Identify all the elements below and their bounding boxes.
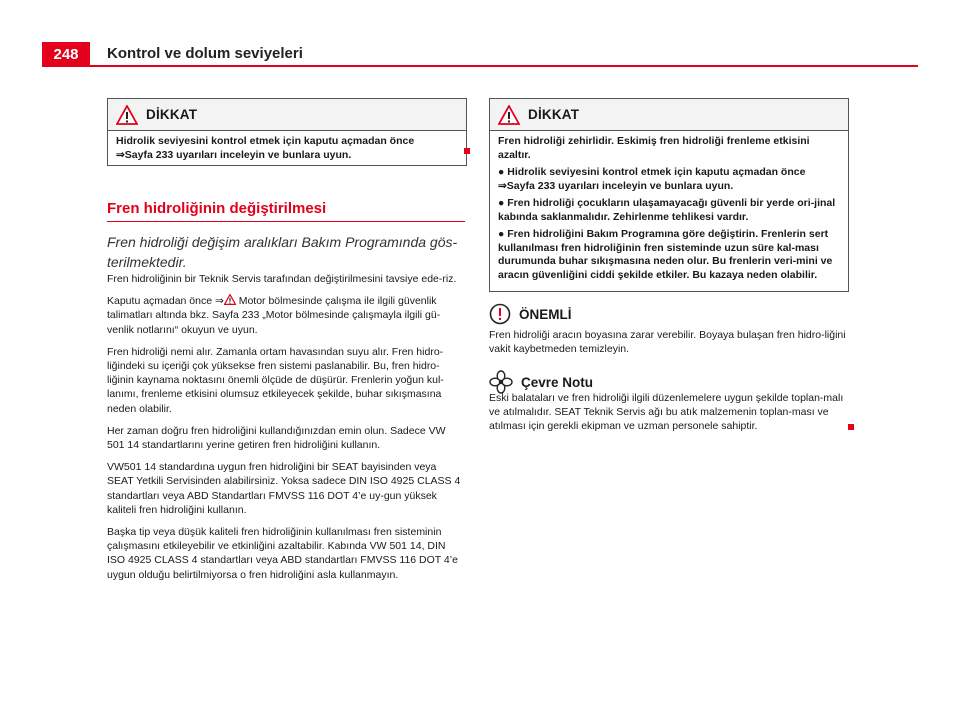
warning-box-left-body bbox=[108, 131, 466, 168]
important-heading bbox=[489, 303, 572, 325]
warning-title: DİKKAT bbox=[528, 107, 580, 122]
paragraph-part: Motor bölmesinde çalışma ile ilgili güvenlik talimatları altında bkz. Sayfa 233 „Motor bölmesinde çalışmayla ilgili gü-venlik notlarını“ okuyun ve uyun. bbox=[107, 295, 441, 336]
warning-triangle-icon bbox=[116, 105, 138, 125]
warning-title: DİKKAT bbox=[146, 107, 198, 122]
warning-text-line: Hidrolik seviyesini kontrol etmek için kaputu açmadan önce bbox=[116, 135, 415, 147]
end-mark bbox=[848, 424, 854, 430]
environment-text: Eski balataları ve fren hidroliği ilgili düzenlemelere uygun şekilde toplan-malı ve atılmalıdır. SEAT Teknik Servis ağı bu atık malzemenin toplan-ması ve atılması için gerekli ekipman ve uzman personele sahiptir. bbox=[489, 392, 844, 433]
header-rule bbox=[42, 65, 918, 67]
section-heading: Fren hidroliğinin değiştirilmesi bbox=[107, 200, 465, 222]
warning-box-left-header bbox=[108, 99, 466, 131]
paragraph: Başka tip veya düşük kaliteli fren hidroliğinin kullanılması fren sisteminin çalışmasını etkileyebilir ve etkinliğini azaltabilir. Kabında VW 501 14, DIN ISO 4925 CLASS 4 standartları veya ABD standartları FMVSS 116 DOT 4’e uygun olduğu belirtilmiyorsa o fren hidroliğini asla kullanmayın. bbox=[107, 526, 458, 581]
warning-triangle-icon bbox=[224, 294, 236, 305]
warning-intro: Fren hidroliği zehirlidir. Eskimiş fren hidroliği frenleme etkisini azaltır. bbox=[498, 135, 810, 161]
end-mark bbox=[464, 148, 470, 154]
warning-box-right-header bbox=[490, 99, 848, 131]
section-lead: Fren hidroliği değişim aralıkları Bakım Programında gös-terilmektedir. bbox=[107, 234, 458, 270]
warning-bullet: ● Fren hidroliği çocukların ulaşamayacağı güvenli bir yerde ori-jinal kabında saklanmalıdır. Zehirlenme tehlikesi vardır. bbox=[498, 197, 836, 223]
warning-triangle-icon bbox=[498, 105, 520, 125]
warning-box-left bbox=[107, 98, 467, 166]
paragraph-part: Kaputu açmadan önce ⇒ bbox=[107, 295, 224, 308]
page-number: 248 bbox=[42, 42, 90, 66]
left-column-text bbox=[107, 272, 465, 590]
page-title: Kontrol ve dolum seviyeleri bbox=[107, 45, 303, 62]
paragraph: Fren hidroliği nemi alır. Zamanla ortam havasından suyu alır. Fren hidro-liğindeki su içeriği çok yüksekse fren sistemi paslanabilir. Bu, fren hidro-liğinin kaynama noktasını önemli ölçüde de düşürür. Frenlerin yoğun kul-lanımı, frenleme etkisini olumsuz etkileyecek şekilde, buhar sıkışmasına neden olabilir. bbox=[107, 345, 444, 415]
warning-box-right bbox=[489, 98, 849, 292]
warning-text-line: ⇒Sayfa 233 uyarıları inceleyin ve bunlara uyun. bbox=[116, 148, 352, 161]
environment-title: Çevre Notu bbox=[521, 374, 594, 390]
paragraph: Fren hidroliğinin bir Teknik Servis tarafından değiştirilmesini tavsiye ede-riz. bbox=[107, 273, 457, 285]
warning-bullet: ● Hidrolik seviyesini kontrol etmek için kaputu açmadan önce ⇒Sayfa 233 uyarıları inceleyin ve bunlara uyun. bbox=[498, 166, 806, 192]
important-exclamation-icon bbox=[489, 303, 511, 325]
paragraph: Her zaman doğru fren hidroliğini kullandığınızdan emin olun. Sadece VW 501 14 standartlarını yerine getiren fren hidroliğini kullanın. bbox=[107, 424, 446, 452]
warning-bullet: ● Fren hidroliğini Bakım Programına göre değiştirin. Frenlerin sert kullanılması fren hidroliğinin fren sisteminde uzun süre kal-ması durumunda buhar sıkışmasına neden olur. Bu frenlerin veri-mini ve aracın güvenliğini ciddi şekilde etkiler. Bu kazaya neden olabilir. bbox=[498, 228, 833, 281]
important-text: Fren hidroliği aracın boyasına zarar verebilir. Boyaya bulaşan fren hidro-liğini vakit kaybetmeden temizleyin. bbox=[489, 329, 846, 356]
warning-box-right-body bbox=[490, 131, 848, 292]
important-title: ÖNEMLİ bbox=[519, 306, 572, 322]
paragraph: VW501 14 standardına uygun fren hidroliğini bir SEAT bayisinden veya SEAT Yetkili Servisinden alabilirsiniz. Yoksa sadece DIN ISO 4925 CLASS 4 standartları veya ABD Standartları FMVSS 116 DOT 4’e uy-gun yüksek kaliteli fren hidroliğini kullanın. bbox=[107, 461, 461, 516]
paragraph bbox=[107, 294, 465, 337]
